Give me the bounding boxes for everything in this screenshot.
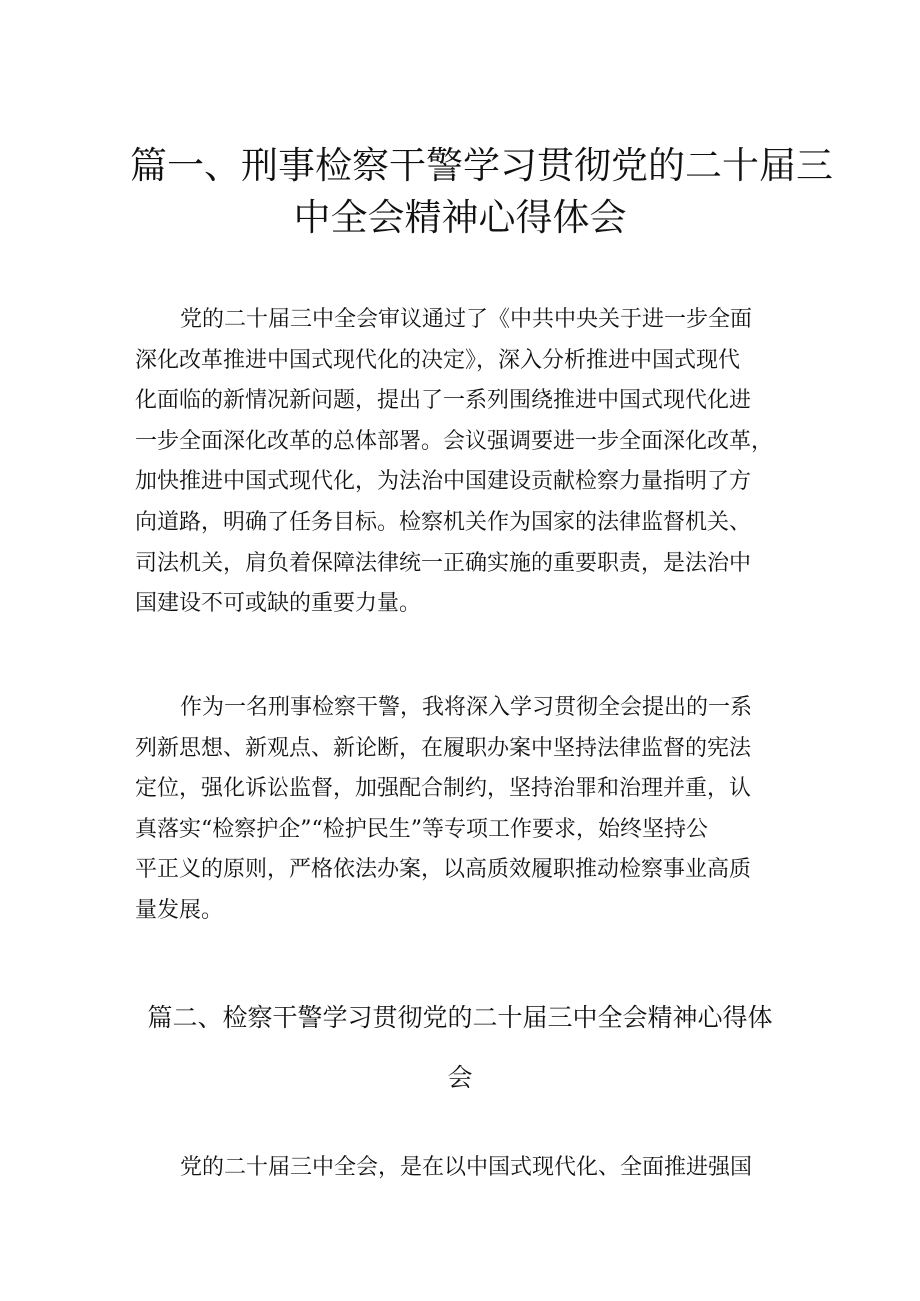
section-1-paragraph-2 [135,688,785,932]
section-1-title [130,140,833,244]
paragraph-line: 列新思想、新观点、新论断，在履职办案中坚持法律监督的宪法 [135,735,752,761]
paragraph-line: 量发展。 [135,897,224,923]
section-2-title-line-2: 会 [447,1063,473,1092]
paragraph-line: 化面临的新情况新问题，提出了一系列围绕推进中国式现代化进 [135,388,752,414]
paragraph-line: 作为一名刑事检察干警，我将深入学习贯彻全会提出的一系 [180,695,753,720]
paragraph-line: 党的二十届三中全会，是在以中国式现代化、全面推进强国 [180,1155,753,1180]
section-2-paragraph-1 [135,1148,785,1189]
section-1-title-line-2: 中全会精神心得体会 [293,196,627,239]
paragraph-line: 平正义的原则，严格依法办案，以高质效履职推动检察事业高质 [135,857,752,883]
section-1-paragraph-1 [135,300,785,625]
paragraph-line: 党的二十届三中全会审议通过了《中共中央关于进一步全面 [180,307,753,332]
paragraph-line: 一步全面深化改革的总体部署。会议强调要进一步全面深化改革， [135,428,774,454]
paragraph-line: 司法机关，肩负着保障法律统一正确实施的重要职责，是法治中 [135,550,752,576]
paragraph-line: 真落实“检察护企”“检护民生”等专项工作要求，始终坚持公 [135,816,708,842]
paragraph-line: 国建设不可或缺的重要力量。 [135,591,422,617]
paragraph-line: 向道路，明确了任务目标。检察机关作为国家的法律监督机关、 [135,509,752,535]
paragraph-line: 加快推进中国式现代化，为法治中国建设贡献检察力量指明了方 [135,469,752,495]
section-1-title-line-1: 篇一、刑事检察干警学习贯彻党的二十届三 [130,144,833,187]
paragraph-line: 定位，强化诉讼监督，加强配合制约，坚持治罪和治理并重，认 [135,776,752,802]
section-2-title-line-1: 篇二、检察干警学习贯彻党的二十届三中全会精神心得体 [147,1003,773,1032]
section-2-title [130,988,790,1108]
paragraph-line: 深化改革推进中国式现代化的决定》，深入分析推进中国式现代 [135,347,741,373]
